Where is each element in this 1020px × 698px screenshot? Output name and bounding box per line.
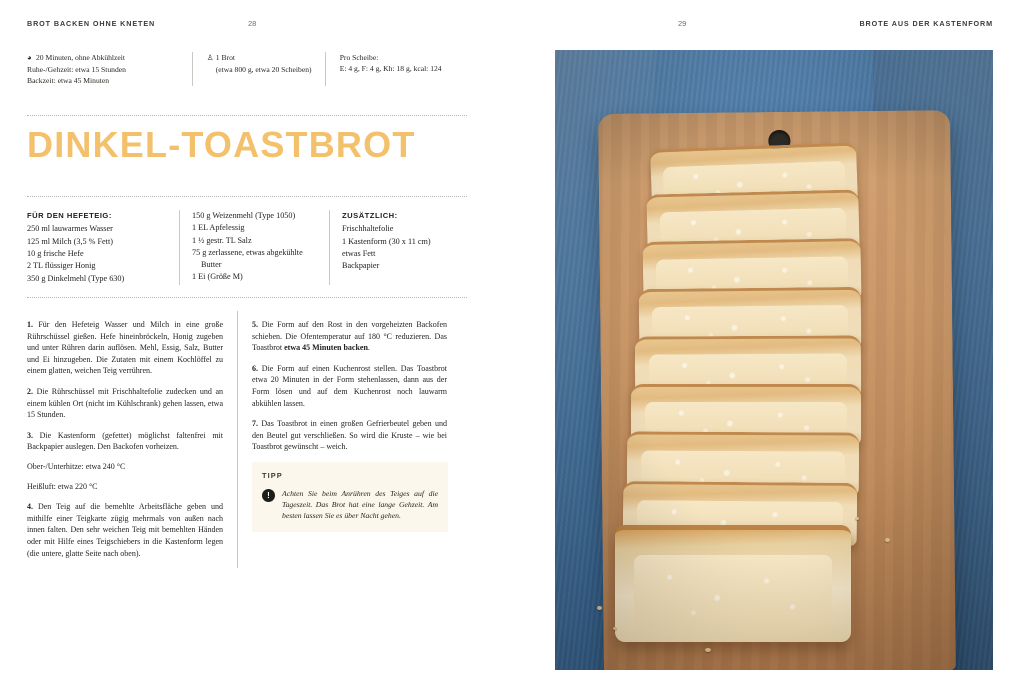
oven-setting-conventional: Ober-/Unterhitze: etwa 240 °C — [27, 461, 126, 471]
step-item — [27, 386, 223, 421]
step-text: Das Toastbrot in einen großen Gefrierbeutel geben und den Beutel gut verschließen. So wird die Kruste – wie bei Toastbrot gewünscht – weich. — [252, 419, 447, 452]
bread-crumb-speck — [597, 606, 602, 610]
step-number: 5. — [252, 320, 258, 329]
ingredient-item: 125 ml Milch (3,5 % Fett) — [27, 236, 113, 246]
divider-ingredients — [27, 196, 467, 198]
info-time-line3: Backzeit: etwa 45 Minuten — [27, 75, 110, 85]
bread-crumb-speck — [705, 648, 711, 652]
bread-front-slice — [615, 525, 851, 642]
info-yield-line2: (etwa 800 g, etwa 20 Scheiben) — [215, 64, 312, 74]
step-item — [252, 319, 447, 354]
ingredient-item: Backpapier — [342, 261, 380, 271]
step-item — [27, 430, 223, 453]
ingredient-item: 75 g zerlassene, etwas abgekühlte — [192, 247, 303, 257]
page-number-left: 28 — [248, 19, 257, 28]
ingredient-item: 1 ½ gestr. TL Salz — [192, 235, 252, 245]
preparation-steps — [27, 311, 467, 568]
tip-label: TIPP — [262, 470, 283, 480]
step-item — [252, 418, 447, 453]
steps-column-left — [27, 311, 237, 568]
recipe-title: DINKEL-TOASTBROT — [27, 124, 416, 165]
ingredient-item: 250 ml lauwarmes Wasser — [27, 224, 113, 234]
page-number-right: 29 — [678, 19, 687, 28]
oven-setting-convection: Heißluft: etwa 220 °C — [27, 481, 98, 491]
info-time-line1: 20 Minuten, ohne Abkühlzeit — [36, 53, 126, 62]
ingredient-item: 2 TL flüssiger Honig — [27, 261, 96, 271]
step-number: 3. — [27, 430, 33, 440]
ingredients-column-2 — [179, 210, 329, 285]
page-right — [510, 0, 1020, 698]
step-text: Die Rührschüssel mit Frischhaltefolie zudecken und an einem kühlen Ort (nicht im Kühlschrank) gehen lassen, etwa 15 Stunden. — [27, 386, 223, 420]
step-number: 7. — [252, 419, 258, 429]
step-text: Den Teig auf die bemehlte Arbeitsfläche geben und mithilfe einer Teigkarte zügig mehrmals von außen nach innen falten. Den sehr weichen Teig mit bemehlten Händen oder mit Hilfe eines Teigschiebers in die Kastenform legen (die untere, glatte Seite nach oben). — [27, 502, 223, 558]
step-number: 1. — [27, 320, 33, 329]
ingredients-column-3 — [329, 210, 467, 285]
tip-body — [262, 488, 438, 521]
step-text-end: . — [367, 343, 370, 353]
bread-crumb-speck — [885, 538, 890, 542]
step-item — [252, 363, 447, 409]
info-time-column — [27, 52, 192, 86]
photo-inner — [555, 50, 993, 670]
step-number: 6. — [252, 363, 258, 373]
ingredient-item: Butter — [201, 260, 222, 270]
bread-crumb-speck — [855, 517, 859, 520]
recipe-photo — [555, 50, 993, 670]
info-nutrition-column — [325, 52, 467, 86]
ingredients-block — [27, 210, 467, 285]
info-yield-column — [192, 52, 325, 86]
step-item — [27, 319, 223, 377]
step-text: Die Form auf den Rost in den vorgeheizten Backofen schieben. Die Ofentemperatur auf 180 °C reduzieren. Das Toastbrot — [252, 320, 447, 353]
step-text: Die Kastenform (gefettet) möglichst faltenfrei mit Backpapier auslegen. Den Backofen vorheizen. — [27, 430, 223, 452]
step-text: Die Form auf einen Kuchenrost stellen. Das Toastbrot etwa 20 Minuten in der Form stehenlassen, dann aus der Form lösen und auf dem Kuchenrost noch lauwarm abkühlen lassen. — [252, 363, 447, 408]
exclamation-icon: ! — [262, 489, 275, 502]
bread-crumb — [634, 555, 832, 629]
step-number: 4. — [27, 502, 33, 512]
running-head-right: BROTE AUS DER KASTENFORM — [859, 19, 993, 28]
steps-column-right — [237, 311, 447, 568]
ingredient-item: Frischhaltefolie — [342, 224, 394, 234]
clock-icon: ◕ 20 Minuten, ohne Abkühlzeit — [27, 53, 126, 62]
bread-crumb-speck — [613, 627, 617, 630]
ingredients-column-1 — [27, 210, 179, 285]
running-head-left: BROT BACKEN OHNE KNETEN — [27, 19, 156, 28]
ingredients-heading-extra: ZUSÄTZLICH: — [342, 211, 398, 220]
ingredient-item: 1 EL Apfelessig — [192, 223, 245, 233]
ingredient-item: etwas Fett — [342, 248, 376, 258]
ingredient-item: 10 g frische Hefe — [27, 248, 84, 258]
divider-top — [27, 115, 467, 117]
info-yield-line1: 1 Brot — [215, 53, 235, 62]
nutrition-values: E: 4 g, F: 4 g, Kh: 18 g, kcal: 124 — [339, 64, 442, 73]
info-time-line2: Ruhe-/Gehzeit: etwa 15 Stunden — [27, 64, 126, 74]
nutrition-label: Pro Scheibe: — [339, 53, 379, 62]
step-text-bold: etwa 45 Minuten backen — [284, 343, 368, 353]
ingredients-heading-dough: FÜR DEN HEFETEIG: — [27, 211, 112, 220]
ingredient-item: 1 Kastenform (30 x 11 cm) — [342, 236, 431, 246]
tip-text: Achten Sie beim Anrühren des Teiges auf die Tageszeit. Das Brot hat eine lange Gehzeit. Am besten lassen Sie es über Nacht gehen. — [282, 488, 438, 520]
ingredient-item: 1 Ei (Größe M) — [192, 272, 243, 282]
recipe-info-bar — [27, 52, 467, 86]
step-text: Für den Hefeteig Wasser und Milch in eine große Rührschüssel gießen. Hefe hineinbröckeln, Honig zugeben und unter Rühren darin auflösen. Mehl, Essig, Salz, Butter und Ei hinzugeben. Die Zutaten mit einem Kochlöffel zu einem glatten, weichen Teig verrühren. — [27, 320, 223, 376]
ingredient-item: 350 g Dinkelmehl (Type 630) — [27, 273, 125, 283]
ingredient-item: 150 g Weizenmehl (Type 1050) — [192, 211, 296, 220]
step-number: 2. — [27, 386, 33, 396]
step-item — [27, 501, 223, 559]
tip-box — [252, 462, 448, 532]
loaf-icon: ♙ 1 Brot — [206, 53, 235, 62]
divider-steps — [27, 297, 467, 299]
